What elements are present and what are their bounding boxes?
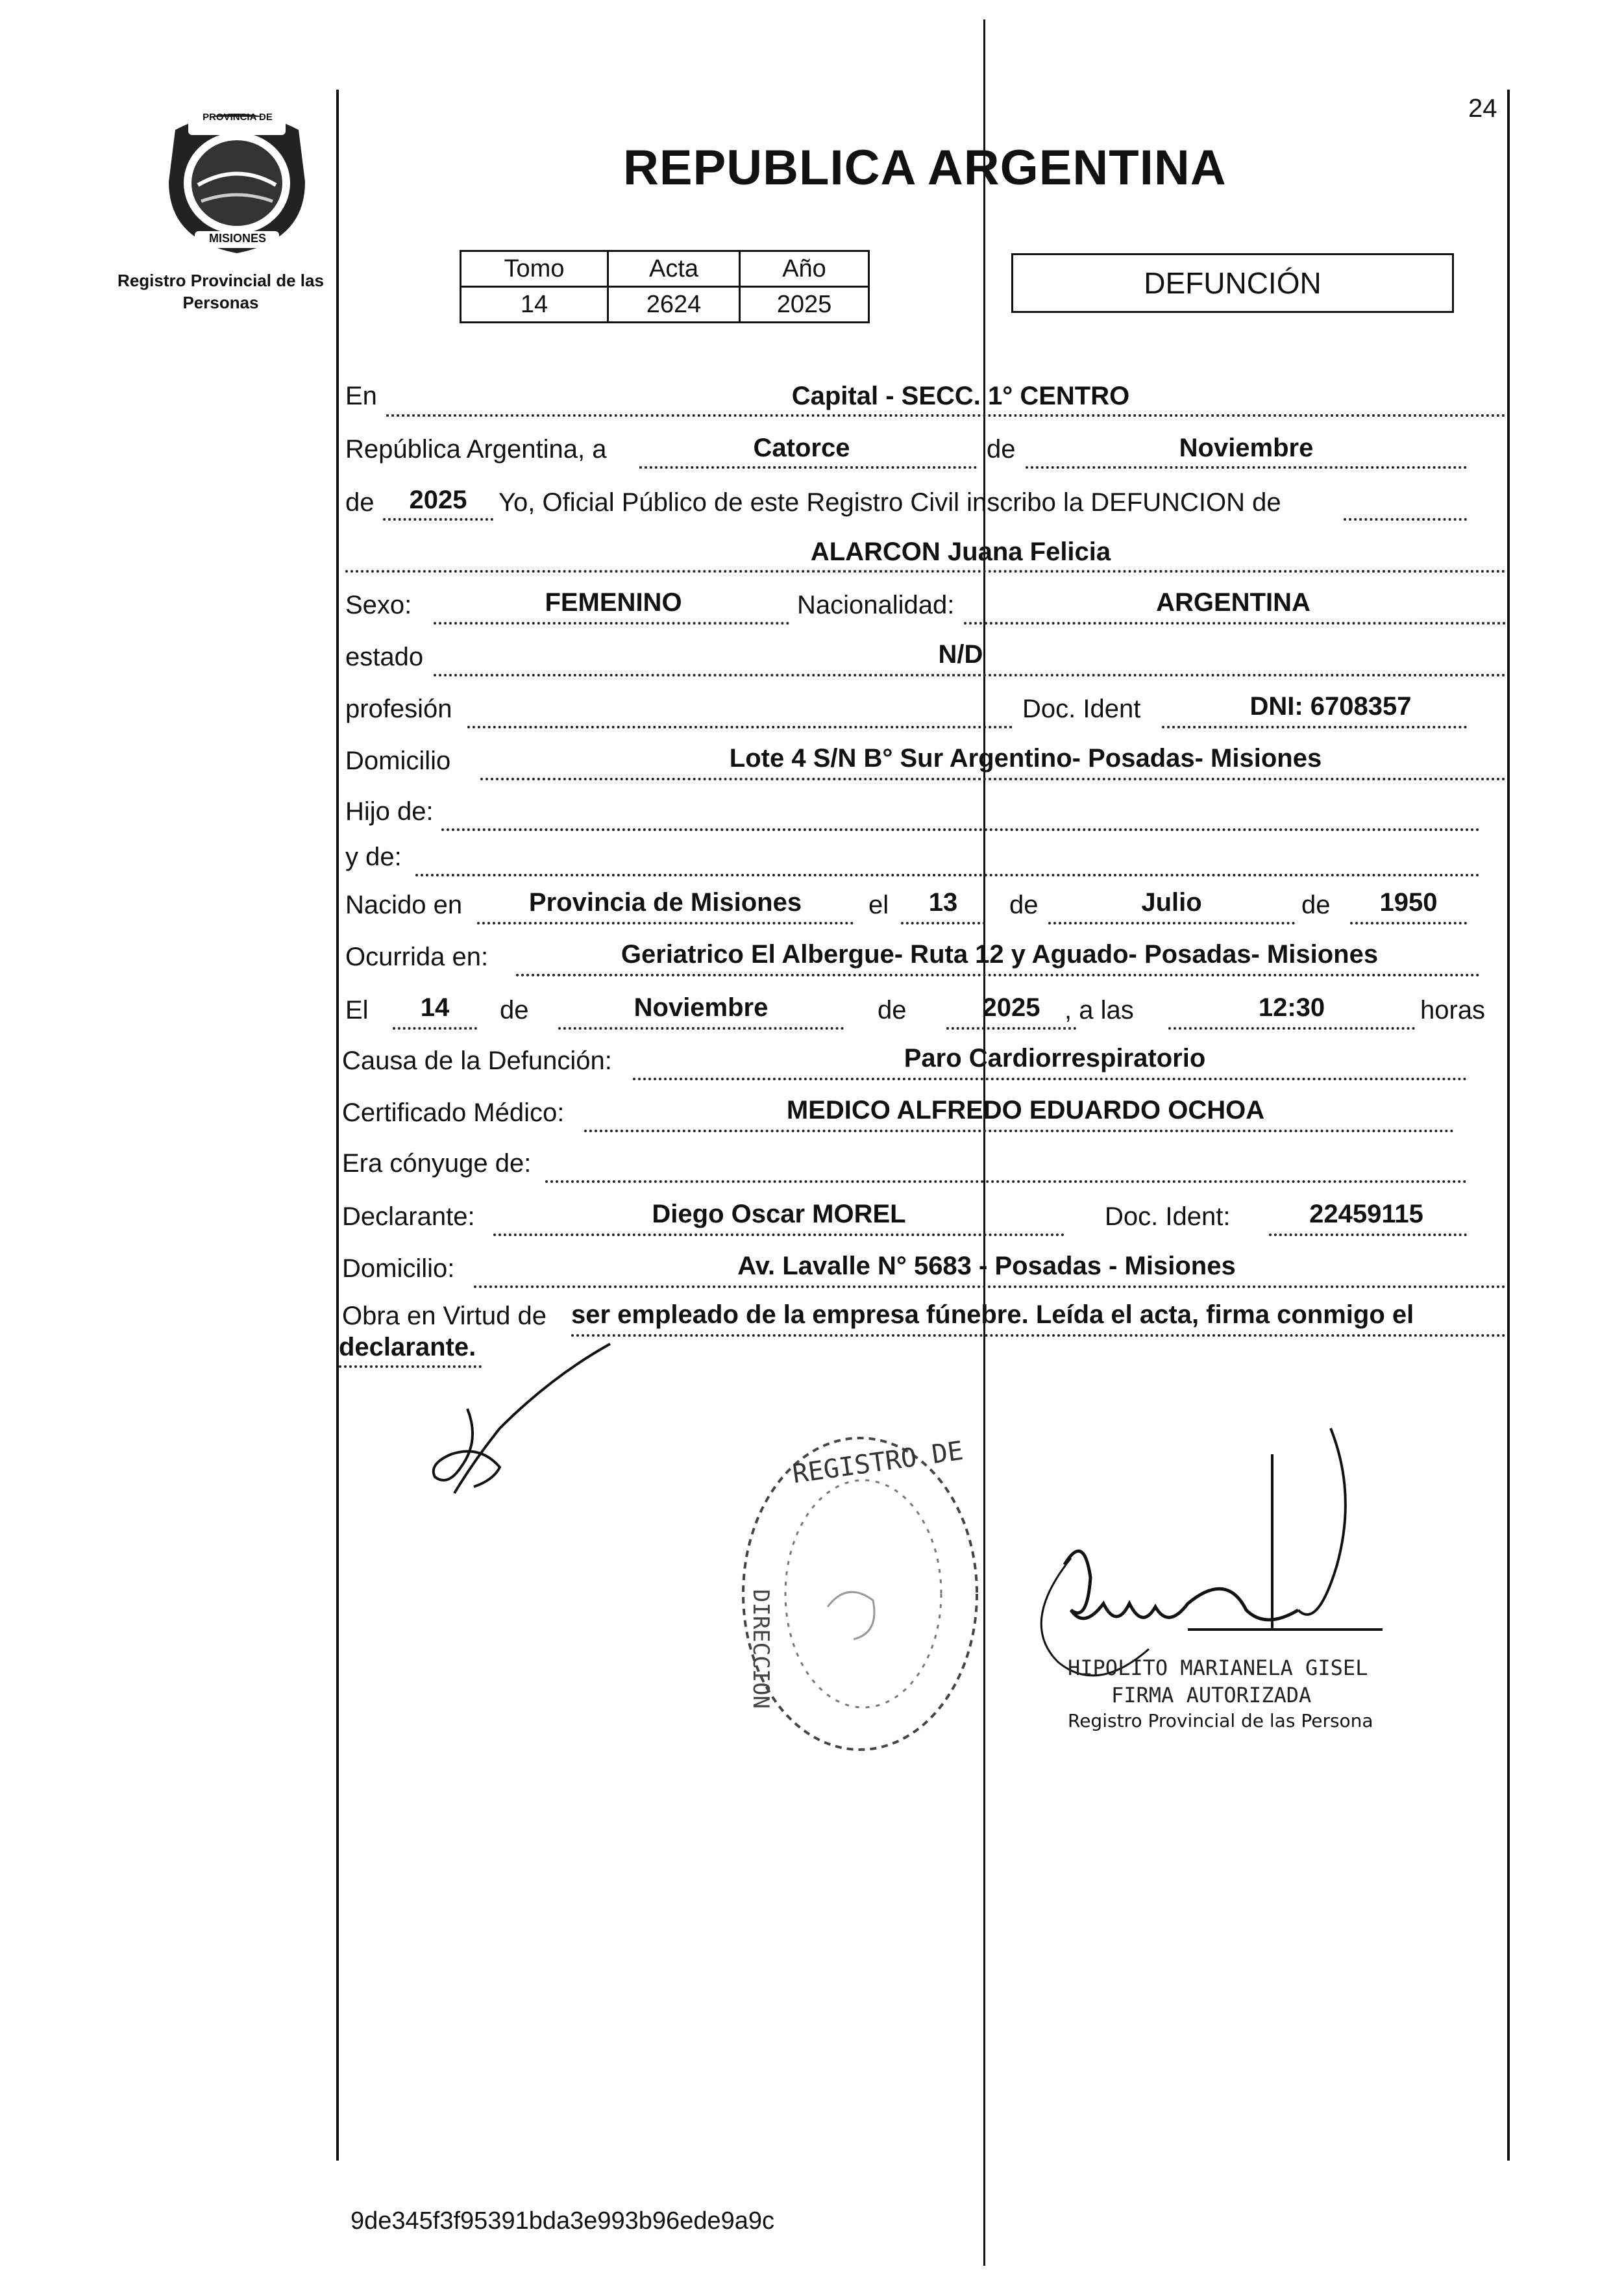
label-nacionalidad: Nacionalidad:	[797, 591, 955, 619]
field-doc: DNI: 6708357	[1249, 692, 1412, 721]
header-tomo: Tomo	[461, 251, 608, 287]
label-el2: El	[345, 996, 369, 1024]
declarant-signature	[422, 1337, 617, 1506]
label-declarante: Declarante:	[342, 1202, 475, 1231]
value-acta: 2624	[608, 287, 740, 323]
field-dia: Catorce	[753, 434, 850, 462]
field-sexo: FEMENINO	[545, 588, 682, 617]
dotted-line	[393, 1027, 477, 1030]
label-certificado: Certificado Médico:	[342, 1098, 565, 1127]
stamp-text-left: DIRECCION	[748, 1589, 774, 1709]
field-nacido-en: Provincia de Misiones	[528, 888, 802, 917]
dotted-line	[434, 674, 1506, 676]
field-nac-mes: Julio	[1141, 888, 1202, 917]
label-y-de: y de:	[345, 843, 402, 871]
seal-text-top: PROVINCIA DE	[203, 112, 273, 123]
registry-caption: Registro Provincial de las Personas	[117, 271, 324, 312]
field-hora: 12:30	[1258, 993, 1325, 1022]
label-doc-ident: Doc. Ident	[1022, 695, 1141, 723]
stamp-text-top: REGISTRO DE	[791, 1435, 965, 1490]
label-de: de	[987, 435, 1016, 464]
field-declarante-doc: 22459115	[1309, 1200, 1423, 1228]
label-hijo-de: Hijo de:	[345, 797, 434, 826]
header-acta: Acta	[608, 251, 740, 287]
official-name: HIPOLITO MARIANELA GISEL	[1068, 1656, 1368, 1680]
label-conyuge: Era cónyuge de:	[342, 1149, 532, 1178]
dotted-line	[1344, 518, 1467, 521]
seal-text-bottom: MISIONES	[208, 232, 266, 245]
dotted-line	[383, 518, 493, 521]
fold-line	[983, 19, 985, 2266]
right-margin-line	[1507, 90, 1510, 2161]
left-margin-line	[336, 90, 339, 2161]
field-anio: 2025	[409, 486, 467, 514]
field-nac-dia: 13	[928, 888, 958, 917]
dotted-line	[467, 726, 1013, 728]
official-entity: Registro Provincial de las Persona	[1068, 1710, 1373, 1731]
label-nacido-en: Nacido en	[345, 891, 463, 919]
field-declarante: Diego Oscar MOREL	[652, 1200, 906, 1228]
label-domicilio2: Domicilio:	[342, 1254, 455, 1283]
label-de-year: de	[345, 488, 375, 517]
field-lugar: Capital - SECC. 1° CENTRO	[791, 382, 1130, 410]
value-tomo: 14	[461, 287, 608, 323]
label-de3: de	[878, 996, 907, 1024]
field-causa: Paro Cardiorrespiratorio	[904, 1044, 1206, 1073]
record-table	[460, 250, 870, 323]
dotted-line	[571, 1334, 1506, 1337]
field-obra-text2: declarante.	[339, 1333, 476, 1361]
record-type: DEFUNCIÓN	[1011, 253, 1454, 313]
dotted-line	[1168, 1027, 1415, 1030]
dotted-line	[1026, 466, 1467, 469]
label-a-las: , a las	[1064, 996, 1134, 1024]
dotted-line	[415, 874, 1480, 876]
label-en: En	[345, 382, 377, 410]
dotted-line	[1269, 1234, 1467, 1236]
label-horas: horas	[1420, 996, 1486, 1024]
label-de2: de	[500, 996, 529, 1024]
field-def-anio: 2025	[982, 993, 1040, 1022]
field-nombre: ALARCON Juana Felicia	[810, 538, 1111, 566]
dotted-line	[946, 1027, 1076, 1030]
dotted-line	[1350, 922, 1467, 924]
label-doc-ident2: Doc. Ident:	[1105, 1202, 1231, 1231]
label-domicilio: Domicilio	[345, 747, 451, 775]
label-causa: Causa de la Defunción:	[342, 1047, 612, 1075]
dotted-line	[584, 1130, 1454, 1132]
dotted-line	[901, 922, 985, 924]
label-estado: estado	[345, 643, 424, 671]
field-ocurrida-en: Geriatrico El Albergue- Ruta 12 y Aguado- Posadas- Misiones	[621, 940, 1379, 969]
dotted-line	[441, 828, 1480, 831]
dotted-line	[434, 622, 789, 625]
label-obra-en-virtud: Obra en Virtud de	[342, 1302, 547, 1330]
label-sexo: Sexo:	[345, 591, 412, 619]
page-title: REPUBLICA ARGENTINA	[623, 140, 1227, 195]
dotted-line	[474, 1285, 1506, 1288]
field-nacionalidad: ARGENTINA	[1156, 588, 1310, 617]
page-number: 24	[1468, 94, 1497, 123]
label-de-mes: de	[1009, 891, 1039, 919]
dotted-line	[480, 778, 1506, 780]
field-nac-anio: 1950	[1379, 888, 1438, 917]
official-role: FIRMA AUTORIZADA	[1111, 1683, 1312, 1707]
dotted-line	[964, 622, 1506, 625]
dotted-line	[493, 1234, 1064, 1236]
dotted-line	[558, 1027, 844, 1030]
dotted-line	[516, 974, 1480, 976]
field-declarante-domicilio: Av. Lavalle N° 5683 - Posadas - Misiones	[737, 1252, 1236, 1280]
dotted-line	[1048, 922, 1295, 924]
dotted-line	[386, 414, 1506, 417]
dotted-line	[1162, 726, 1467, 728]
label-profesion: profesión	[345, 695, 452, 723]
label-oficial: Yo, Oficial Público de este Registro Civil inscribo la DEFUNCION de	[498, 488, 1281, 517]
label-el: el	[868, 891, 889, 919]
field-mes: Noviembre	[1179, 434, 1314, 462]
document-hash: 9de345f3f95391bda3e993b96ede9a9c	[351, 2207, 774, 2235]
dotted-line	[345, 570, 1506, 573]
label-ocurrida-en: Ocurrida en:	[345, 943, 489, 971]
dotted-line	[545, 1180, 1467, 1183]
header-anio: Año	[740, 251, 869, 287]
field-def-dia: 14	[420, 993, 450, 1022]
value-anio: 2025	[740, 287, 869, 323]
dotted-line	[477, 922, 854, 924]
field-obra-text: ser empleado de la empresa fúnebre. Leída el acta, firma conmigo el	[571, 1300, 1414, 1329]
field-certificado: MEDICO ALFREDO EDUARDO OCHOA	[786, 1096, 1265, 1124]
field-def-mes: Noviembre	[634, 993, 769, 1022]
field-domicilio: Lote 4 S/N B° Sur Argentino- Posadas- Misiones	[729, 744, 1322, 773]
label-republica: República Argentina, a	[345, 435, 607, 464]
dotted-line	[639, 466, 977, 469]
field-estado: N/D	[938, 640, 983, 669]
dotted-line	[633, 1078, 1467, 1080]
label-de-anio: de	[1301, 891, 1331, 919]
